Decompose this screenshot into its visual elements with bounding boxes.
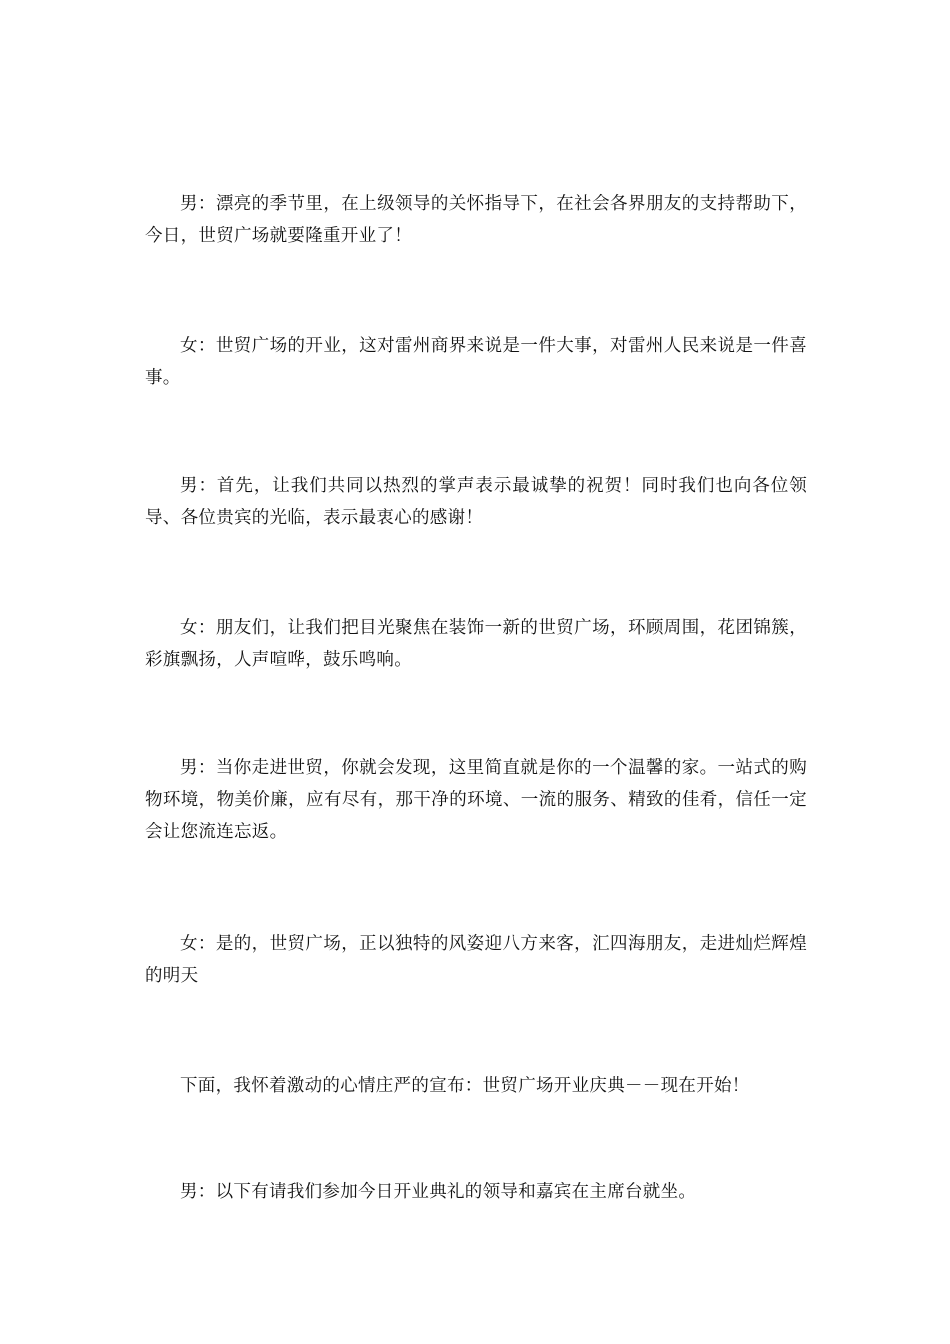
paragraph-announcement: 下面，我怀着激动的心情庄严的宣布：世贸广场开业庆典－－现在开始！	[180, 1076, 750, 1096]
paragraph-male-shopping: 男：当你走进世贸，你就会发现，这里简直就是你的一个温馨的家。一站式的购物环境，物美价廉，应有尽有，那干净的环境、一流的服务、精致的佳肴，信任一定会让您流连忘返。	[145, 758, 807, 842]
paragraph-female-scene: 女：朋友们，让我们把目光聚焦在装饰一新的世贸广场，环顾周围，花团锦簇，彩旗飘扬，人声喧哗，鼓乐鸣响。	[145, 618, 807, 670]
paragraph-female-future: 女：是的，世贸广场，正以独特的风姿迎八方来客，汇四海朋友，走进灿烂辉煌的明天	[145, 934, 807, 986]
paragraph-male-seating: 男：以下有请我们参加今日开业典礼的领导和嘉宾在主席台就坐。	[180, 1182, 697, 1202]
paragraph-male-opening: 男：漂亮的季节里，在上级领导的关怀指导下，在社会各界朋友的支持帮助下，今日，世贸广场就要隆重开业了！	[145, 194, 807, 246]
paragraph-male-thanks: 男：首先，让我们共同以热烈的掌声表示最诚挚的祝贺！同时我们也向各位领导、各位贵宾的光临，表示最衷心的感谢！	[145, 476, 807, 528]
paragraph-female-significance: 女：世贸广场的开业，这对雷州商界来说是一件大事，对雷州人民来说是一件喜事。	[145, 336, 807, 388]
